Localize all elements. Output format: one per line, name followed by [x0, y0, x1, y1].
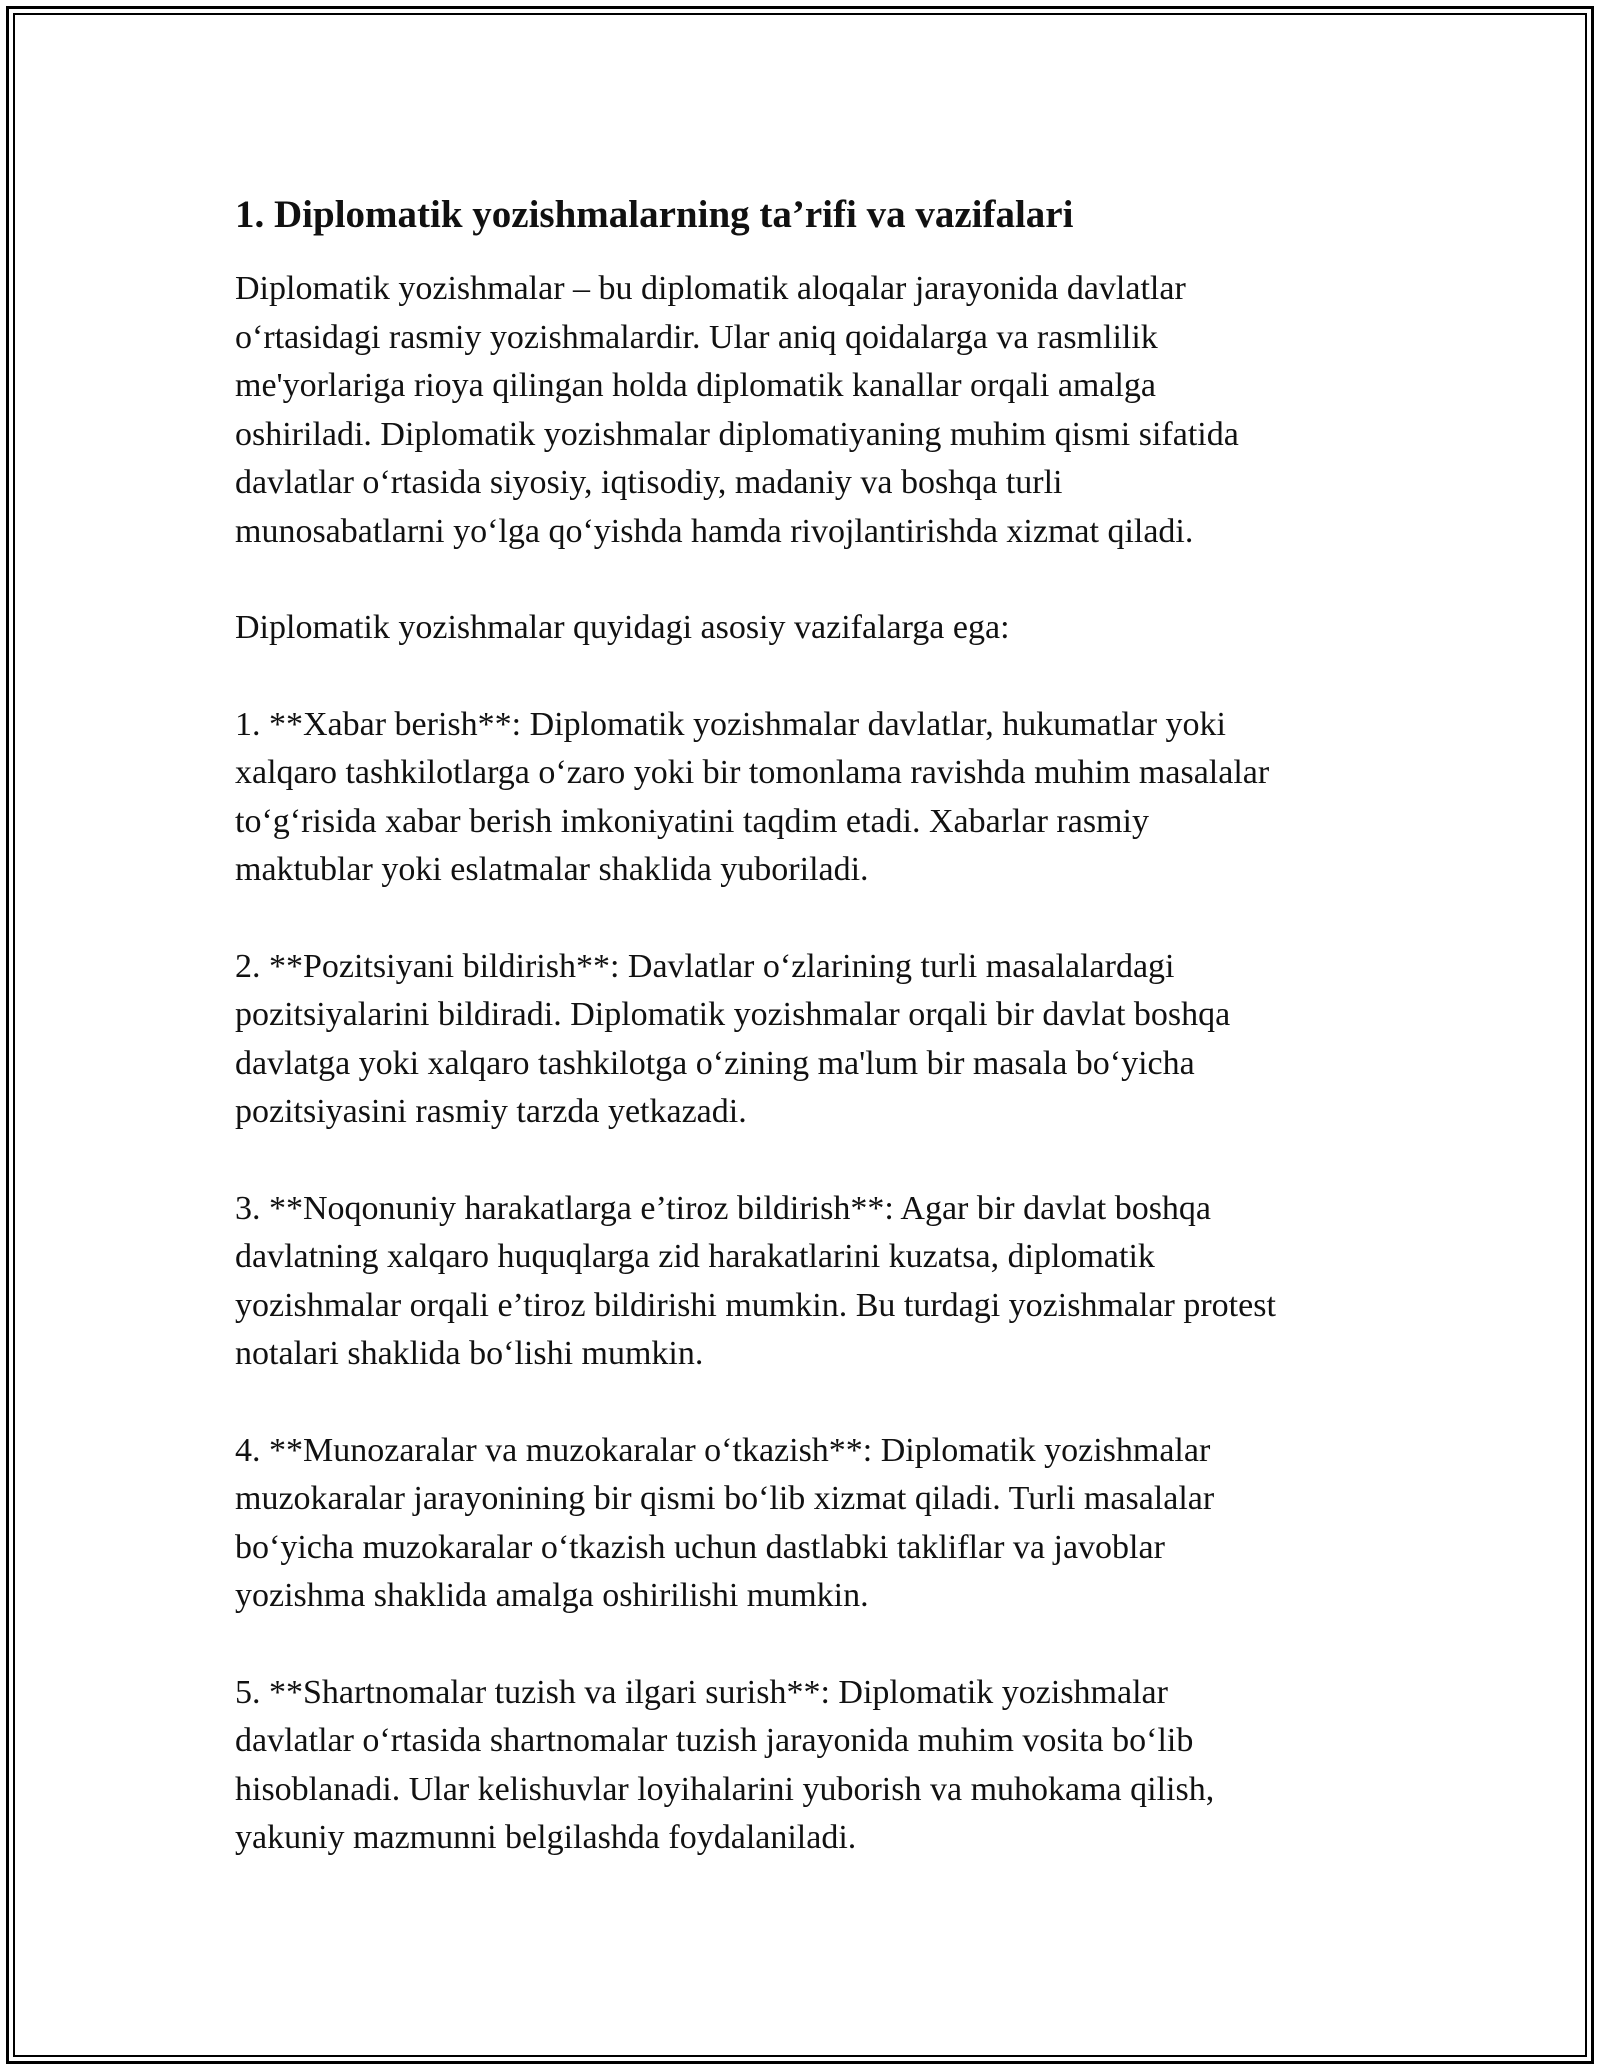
paragraph-function-1: 1. **Xabar berish**: Diplomatik yozishmalar davlatlar, hukumatlar yoki xalqaro tashkilotlarga o‘zaro yoki bir tomonlama ravishda muhim masalalar to‘g‘risida xabar berish imkoniyatini taqdim etadi. Xabarlar rasmiy maktublar yoki eslatmalar shaklida yuboriladi. — [235, 705, 1270, 888]
paragraph-function-5: 5. **Shartnomalar tuzish va ilgari surish**: Diplomatik yozishmalar davlatlar o‘rtasida shartnomalar tuzish jarayonida muhim vosita bo‘lib hisoblanadi. Ular kelishuvlar loyihalarini yuborish va muhokama qilish, yakuniy mazmunni belgilashda foydalaniladi. — [235, 1673, 1215, 1856]
paragraph-function-3: 3. **Noqonuniy harakatlarga e’tiroz bildirish**: Agar bir davlat boshqa davlatning xalqaro huquqlarga zid harakatlarini kuzatsa, diplomatik yozishmalar orqali e’tiroz bildirishi mumkin. Bu turdagi yozishmalar protest notalari shaklida bo‘lishi mumkin. — [235, 1189, 1276, 1372]
paragraph-function-2: 2. **Pozitsiyani bildirish**: Davlatlar o‘zlarining turli masalalardagi pozitsiyalarini bildiradi. Diplomatik yozishmalar orqali bir davlat boshqa davlatga yoki xalqaro tashkilotga o‘zining ma'lum bir masala bo‘yicha pozitsiyasini rasmiy tarzda yetkazadi. — [235, 947, 1231, 1130]
document-body — [235, 186, 1375, 1911]
paragraph-definition: Diplomatik yozishmalar – bu diplomatik aloqalar jarayonida davlatlar o‘rtasidagi rasmiy yozishmalardir. Ular aniq qoidalarga va rasmlilik me'yorlariga rioya qilingan holda diplomatik kanallar orqali amalga oshiriladi. Diplomatik yozishmalar diplomatiyaning muhim qismi sifatida davlatlar o‘rtasida siyosiy, iqtisodiy, madaniy va boshqa turli munosabatlarni yo‘lga qo‘yishda hamda rivojlantirishda xizmat qiladi. — [235, 270, 1239, 550]
paragraph-function-4: 4. **Munozaralar va muzokaralar o‘tkazish**: Diplomatik yozishmalar muzokaralar jarayonining bir qismi bo‘lib xizmat qiladi. Turli masalalar bo‘yicha muzokaralar o‘tkazish uchun dastlabki takliflar va javoblar yozishma shaklida amalga oshirilishi mumkin. — [235, 1431, 1215, 1614]
paragraph-functions-intro: Diplomatik yozishmalar quyidagi asosiy vazifalarga ega: — [235, 609, 1010, 646]
document-title: 1. Diplomatik yozishmalarning ta’rifi va vazifalari — [235, 193, 1074, 236]
